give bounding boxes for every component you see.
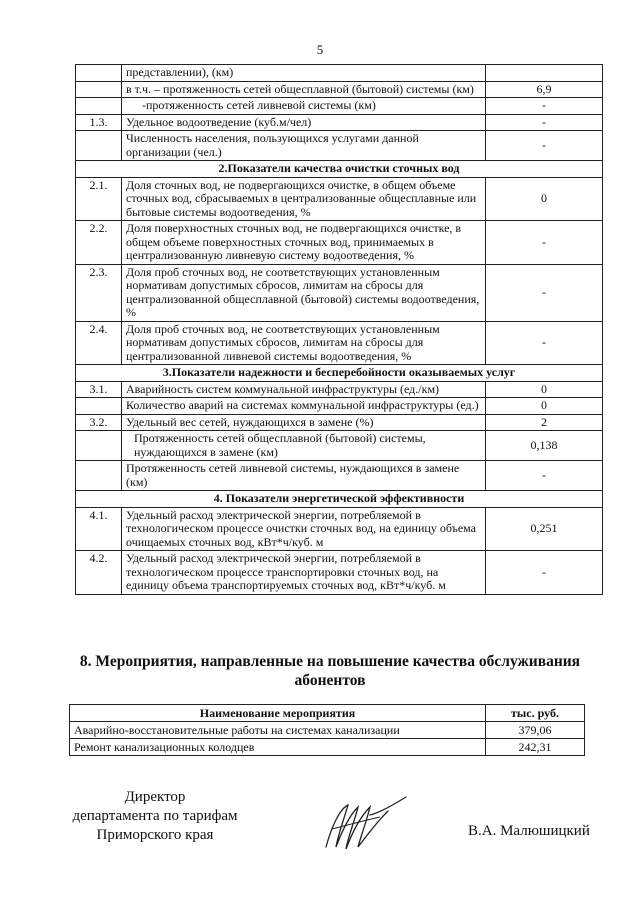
indicator-text: Доля сточных вод, не подвергающихся очистке, в общем объеме сточных вод, сбрасываемых в централизованные общесплавные или бытовые системы водоотведения, % <box>122 177 486 221</box>
indicator-value: 0 <box>486 381 603 398</box>
indicator-number: 2.1. <box>76 177 122 221</box>
indicator-text: Протяженность сетей ливневой системы, нуждающихся в замене (км) <box>122 461 486 491</box>
indicator-number: 2.3. <box>76 264 122 321</box>
section-heading: 3.Показатели надежности и бесперебойности оказываемых услуг <box>76 365 603 382</box>
table-row <box>76 321 603 365</box>
section-heading: 4. Показатели энергетической эффективности <box>76 491 603 508</box>
indicator-number: 4.1. <box>76 507 122 551</box>
table-row <box>76 398 603 415</box>
measure-cost: 242,31 <box>486 739 585 756</box>
indicator-number: 3.2. <box>76 414 122 431</box>
indicator-number <box>76 65 122 82</box>
indicator-value: - <box>486 264 603 321</box>
indicator-number: 1.3. <box>76 114 122 131</box>
indicator-number <box>76 131 122 161</box>
indicator-text: Удельное водоотведение (куб.м/чел) <box>122 114 486 131</box>
measures-header-cost: тыс. руб. <box>486 705 585 722</box>
indicator-value: - <box>486 461 603 491</box>
indicator-value <box>486 65 603 82</box>
table-row <box>76 81 603 98</box>
handwritten-signature <box>318 795 413 855</box>
indicator-value: - <box>486 551 603 595</box>
indicator-number <box>76 81 122 98</box>
indicator-value: - <box>486 114 603 131</box>
table-row <box>76 114 603 131</box>
indicator-value: - <box>486 131 603 161</box>
indicator-text: Численность населения, пользующихся услугами данной организации (чел.) <box>122 131 486 161</box>
indicator-text: Количество аварий на системах коммунальной инфраструктуры (ед.) <box>122 398 486 415</box>
indicator-value: 0 <box>486 398 603 415</box>
indicator-text: Аварийность систем коммунальной инфраструктуры (ед./км) <box>122 381 486 398</box>
indicator-value: 6,9 <box>486 81 603 98</box>
table-row <box>76 264 603 321</box>
table-row <box>76 381 603 398</box>
indicator-value: 0 <box>486 177 603 221</box>
measure-cost: 379,06 <box>486 722 585 739</box>
indicator-text: Доля проб сточных вод, не соответствующих установленным нормативам допустимых сбросов, лимитам на сбросы для централизованной общесплавной (бытовой) системы водоотведения, % <box>122 264 486 321</box>
measure-name: Ремонт канализационных колодцев <box>70 739 486 756</box>
table-row <box>76 98 603 115</box>
page-number: 5 <box>316 42 324 57</box>
table-row <box>70 739 585 756</box>
table-row <box>76 65 603 82</box>
table-row <box>70 722 585 739</box>
indicators-table <box>75 64 603 595</box>
indicator-number <box>76 398 122 415</box>
section-header-row <box>76 365 603 382</box>
table-row <box>76 431 603 461</box>
indicator-value: - <box>486 221 603 265</box>
indicator-text: представлении), (км) <box>122 65 486 82</box>
section-heading: 2.Показатели качества очистки сточных вод <box>76 161 603 178</box>
section-8-title: 8. Мероприятия, направленные на повышение качества обслуживания абонентов <box>79 653 581 689</box>
signatory-position-text: Директор департамента по тарифам Приморского края <box>72 789 238 843</box>
indicator-number: 2.4. <box>76 321 122 365</box>
section-header-row <box>76 161 603 178</box>
indicator-number <box>76 461 122 491</box>
table-row <box>76 131 603 161</box>
table-row <box>76 507 603 551</box>
indicator-value: 0,138 <box>486 431 603 461</box>
table-row <box>76 461 603 491</box>
indicator-text: Удельный расход электрической энергии, потребляемой в технологическом процессе очистки сточных вод, на единицу объема очищаемых сточных вод, кВт*ч/куб. м <box>122 507 486 551</box>
section-header-row <box>76 491 603 508</box>
indicator-text: Доля поверхностных сточных вод, не подвергающихся очистке, в общем объеме поверхностных сточных вод, принимаемых в централизованную ливневую систему водоотведения, % <box>122 221 486 265</box>
measures-table <box>69 704 585 756</box>
indicator-value: - <box>486 98 603 115</box>
indicator-value: 2 <box>486 414 603 431</box>
indicator-text: Протяженность сетей общесплавной (бытовой) системы, нуждающихся в замене (км) <box>122 431 486 461</box>
table-row <box>76 551 603 595</box>
table-row <box>76 414 603 431</box>
indicator-text: Удельный расход электрической энергии, потребляемой в технологическом процессе транспортировки сточных вод, на единицу объема транспортируемых сточных вод, кВт*ч/куб. м <box>122 551 486 595</box>
indicator-value: 0,251 <box>486 507 603 551</box>
measures-header-row <box>70 705 585 722</box>
signatory-name: В.А. Малюшицкий <box>468 823 590 839</box>
indicator-number <box>76 98 122 115</box>
indicator-number: 4.2. <box>76 551 122 595</box>
indicator-text: Доля проб сточных вод, не соответствующих установленным нормативам допустимых сбросов, лимитам на сбросы для централизованной ливневой системы водоотведения, % <box>122 321 486 365</box>
measures-header-name: Наименование мероприятия <box>70 705 486 722</box>
table-row <box>76 177 603 221</box>
indicator-text: Удельный вес сетей, нуждающихся в замене (%) <box>122 414 486 431</box>
table-row <box>76 221 603 265</box>
measure-name: Аварийно-восстановительные работы на системах канализации <box>70 722 486 739</box>
indicator-number: 2.2. <box>76 221 122 265</box>
signatory-position <box>60 788 250 845</box>
indicator-number: 3.1. <box>76 381 122 398</box>
indicator-number <box>76 431 122 461</box>
indicator-value: - <box>486 321 603 365</box>
indicator-text: -протяженность сетей ливневой системы (км) <box>122 98 486 115</box>
indicator-text: в т.ч. – протяженность сетей общесплавной (бытовой) системы (км) <box>122 81 486 98</box>
